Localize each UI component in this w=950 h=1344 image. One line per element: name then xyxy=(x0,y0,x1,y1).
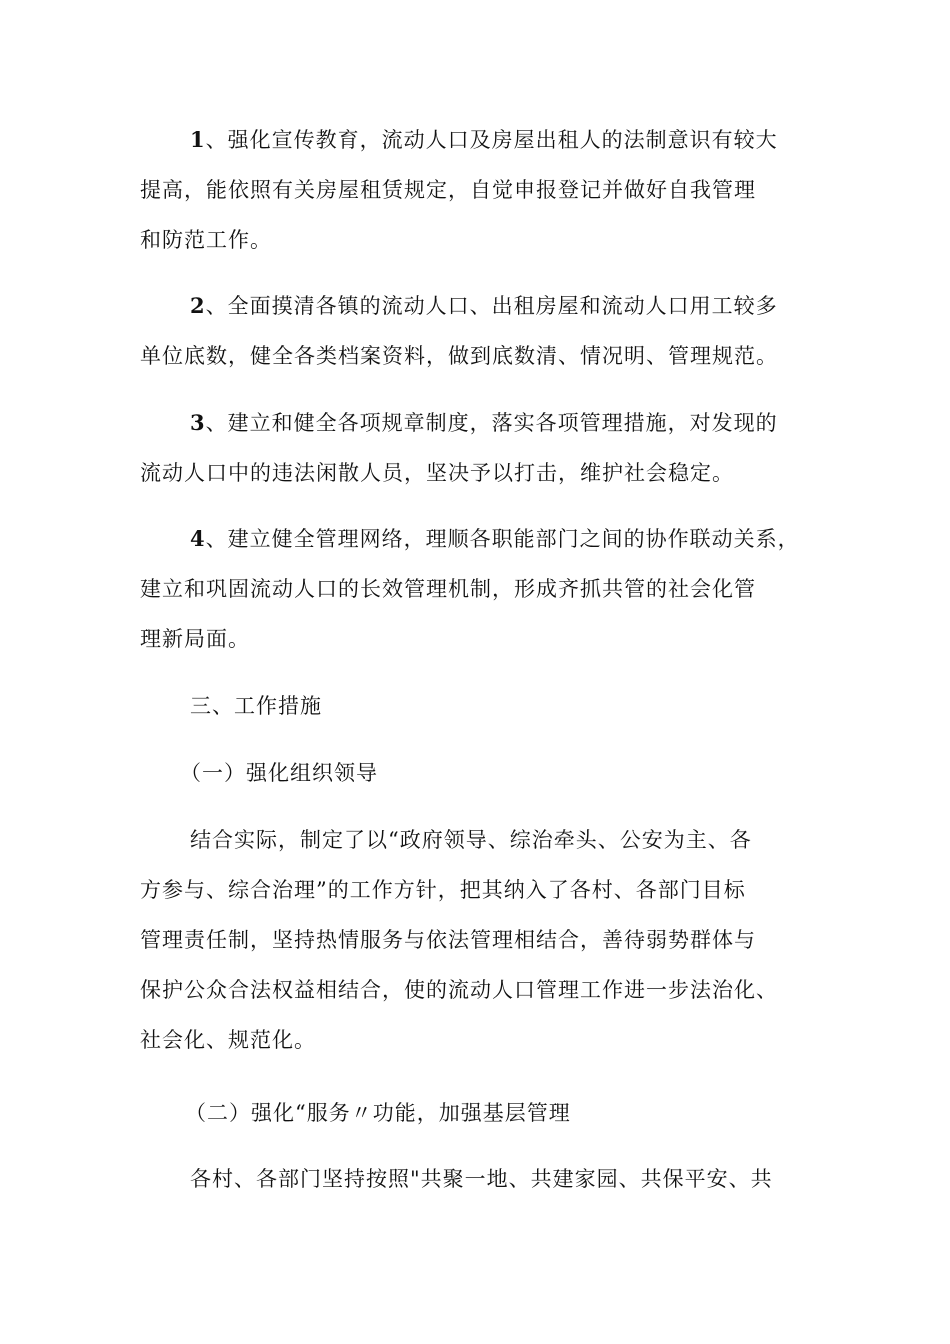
item-2-number: 2 xyxy=(190,293,206,318)
item-1-text: 、强化宣传教育，流动人口及房屋出租人的法制意识有较大 xyxy=(205,128,778,152)
para-1-line-4: 保护公众合法权益相结合，使的流动人口管理工作进一步法治化、 xyxy=(140,978,778,1002)
item-4-line-2: 建立和巩固流动人口的长效管理机制，形成齐抓共管的社会化管 xyxy=(140,577,756,601)
item-2-text: 、全面摸清各镇的流动人口、出租房屋和流动人口用工较多 xyxy=(205,294,778,318)
subsection-1-heading: （一）强化组织领导 xyxy=(180,761,378,785)
para-1-line-5: 社会化、规范化。 xyxy=(140,1028,316,1052)
item-1-line-3: 和防范工作。 xyxy=(140,228,272,252)
subsection-2-heading: （二）强化“服务〃功能，加强基层管理 xyxy=(185,1101,571,1125)
item-1-number: 1 xyxy=(190,127,206,152)
item-2-line-1 xyxy=(190,291,778,321)
para-2-line-1: 各村、各部门坚持按照"共聚一地、共建家园、共保平安、共 xyxy=(190,1167,773,1191)
para-1-line-2: 方参与、综合治理”的工作方针，把其纳入了各村、各部门目标 xyxy=(140,878,746,902)
item-4-line-1 xyxy=(190,524,800,554)
item-3-text: 、建立和健全各项规章制度，落实各项管理措施，对发现的 xyxy=(205,411,778,435)
item-1-line-1 xyxy=(190,125,778,155)
item-1-line-2: 提高，能依照有关房屋租赁规定，自觉申报登记并做好自我管理 xyxy=(140,178,756,202)
item-2-line-2: 单位底数，健全各类档案资料，做到底数清、情况明、管理规范。 xyxy=(140,344,778,368)
item-3-number: 3 xyxy=(190,410,206,435)
para-1-line-1: 结合实际，制定了以“政府领导、综治牵头、公安为主、各 xyxy=(190,828,752,852)
para-1-line-3: 管理责任制，坚持热情服务与依法管理相结合，善待弱势群体与 xyxy=(140,928,756,952)
item-4-line-3: 理新局面。 xyxy=(140,627,250,651)
item-4-text: 、建立健全管理网络，理顺各职能部门之间的协作联动关系， xyxy=(205,527,800,551)
item-3-line-1 xyxy=(190,408,778,438)
section-heading: 三、工作措施 xyxy=(190,694,322,718)
item-3-line-2: 流动人口中的违法闲散人员，坚决予以打击，维护社会稳定。 xyxy=(140,461,734,485)
item-4-number: 4 xyxy=(190,526,206,551)
